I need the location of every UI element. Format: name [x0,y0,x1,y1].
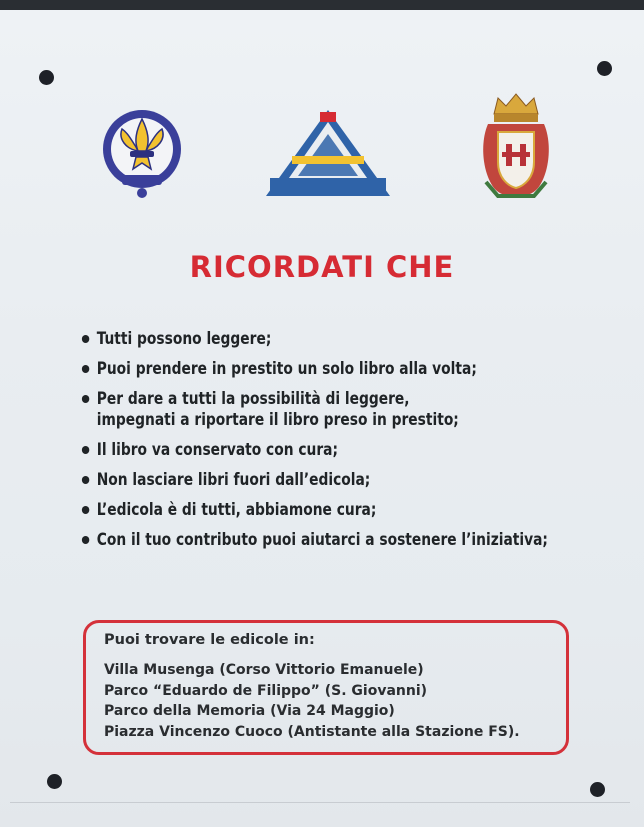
page-title: RICORDATI CHE [189,250,455,284]
list-item: Tutti possono leggere; [80,328,582,349]
location-item: Piazza Vincenzo Cuoco (Antistante alla Stazione FS). [104,723,520,740]
list-item: Il libro va conservato con cura; [80,439,582,460]
locations-title: Puoi trovare le edicole in: [104,632,315,648]
mounting-bolt-icon [597,61,612,76]
list-item-line: impegnati a riportare il libro preso in prestito; [96,410,459,429]
mounting-bolt-icon [39,70,54,85]
list-item [80,388,582,430]
list-item-line: Per dare a tutti la possibilità di leggere, [96,389,410,408]
list-item: Puoi prendere in prestito un solo libro alla volta; [80,358,582,379]
frame-edge [10,802,630,803]
mounting-bolt-icon [47,774,62,789]
agesci-scout-logo-icon [100,105,184,201]
list-item: Non lasciare libri fuori dall’edicola; [80,469,582,490]
mounting-bolt-icon [590,782,605,797]
location-item: Parco della Memoria (Via 24 Maggio) [104,703,395,719]
rules-list [80,328,582,559]
locations-list [104,660,566,742]
location-item: Villa Musenga (Corso Vittorio Emanuele) [104,662,424,678]
list-item: Con il tuo contributo puoi aiutarci a sostenere l’iniziativa; [80,529,582,550]
list-item: L’edicola è di tutti, abbiamone cura; [80,499,582,520]
pyramid-logo-icon [262,108,394,200]
locations-box [83,620,569,755]
city-coat-of-arms-icon [480,92,552,206]
location-item: Parco “Eduardo de Filippo” (S. Giovanni) [104,682,428,699]
